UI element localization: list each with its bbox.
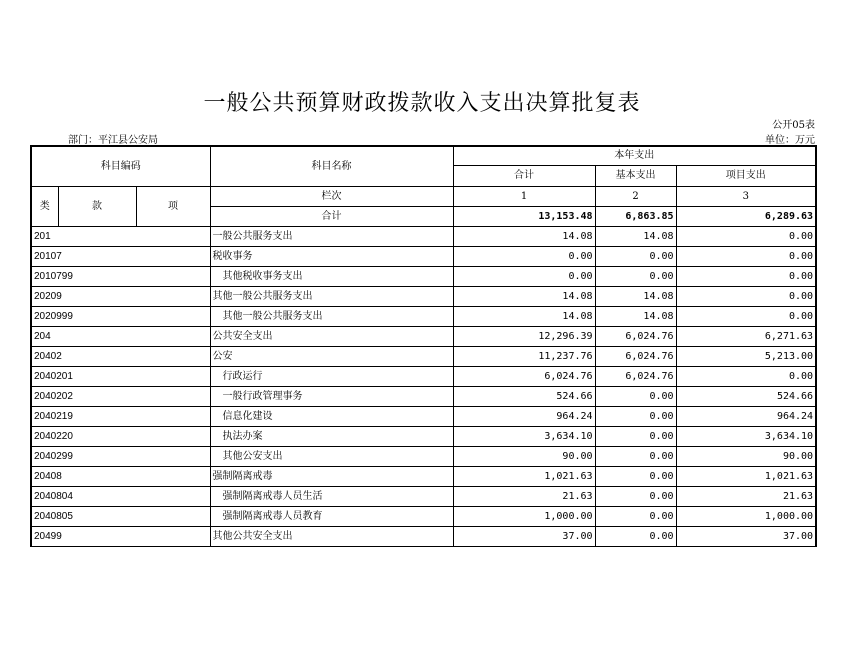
table-row bbox=[31, 427, 816, 447]
table-row bbox=[31, 267, 816, 287]
row-code: 2040805 bbox=[31, 507, 210, 527]
row-name: 强制隔离戒毒人员教育 bbox=[210, 507, 453, 527]
row-name: 强制隔离戒毒 bbox=[210, 467, 453, 487]
row-total: 21.63 bbox=[453, 487, 595, 507]
row-total: 0.00 bbox=[453, 267, 595, 287]
row-project: 524.66 bbox=[676, 387, 816, 407]
row-basic: 0.00 bbox=[595, 427, 676, 447]
row-basic: 0.00 bbox=[595, 447, 676, 467]
table-row bbox=[31, 487, 816, 507]
row-basic: 0.00 bbox=[595, 267, 676, 287]
row-basic: 0.00 bbox=[595, 507, 676, 527]
row-code: 204 bbox=[31, 327, 210, 347]
header-expend-group: 本年支出 bbox=[453, 146, 816, 166]
row-total: 0.00 bbox=[453, 247, 595, 267]
row-total: 3,634.10 bbox=[453, 427, 595, 447]
row-project: 0.00 bbox=[676, 307, 816, 327]
row-project: 90.00 bbox=[676, 447, 816, 467]
row-project: 0.00 bbox=[676, 267, 816, 287]
table-row bbox=[31, 467, 816, 487]
table-row bbox=[31, 347, 816, 367]
row-basic: 0.00 bbox=[595, 487, 676, 507]
table-row bbox=[31, 507, 816, 527]
row-basic: 6,024.76 bbox=[595, 347, 676, 367]
row-project: 0.00 bbox=[676, 367, 816, 387]
row-project: 1,000.00 bbox=[676, 507, 816, 527]
row-total: 14.08 bbox=[453, 287, 595, 307]
row-code: 20209 bbox=[31, 287, 210, 307]
department-label: 部门：平江县公安局 bbox=[68, 135, 158, 146]
row-total: 6,024.76 bbox=[453, 367, 595, 387]
unit-label: 单位：万元 bbox=[765, 135, 815, 146]
row-name: 执法办案 bbox=[210, 427, 453, 447]
table-row bbox=[31, 287, 816, 307]
row-code: 2040299 bbox=[31, 447, 210, 467]
row-name: 其他公安支出 bbox=[210, 447, 453, 467]
row-name: 其他一般公共服务支出 bbox=[210, 287, 453, 307]
row-basic: 14.08 bbox=[595, 287, 676, 307]
row-name: 其他一般公共服务支出 bbox=[210, 307, 453, 327]
row-project: 0.00 bbox=[676, 247, 816, 267]
table-row bbox=[31, 527, 816, 547]
row-name: 其他税收事务支出 bbox=[210, 267, 453, 287]
row-project: 37.00 bbox=[676, 527, 816, 547]
row-basic: 6,024.76 bbox=[595, 327, 676, 347]
row-project: 6,271.63 bbox=[676, 327, 816, 347]
row-name: 行政运行 bbox=[210, 367, 453, 387]
row-code: 20402 bbox=[31, 347, 210, 367]
row-code: 2020999 bbox=[31, 307, 210, 327]
row-project: 3,634.10 bbox=[676, 427, 816, 447]
row-project: 1,021.63 bbox=[676, 467, 816, 487]
row-basic: 0.00 bbox=[595, 467, 676, 487]
row-basic: 14.08 bbox=[595, 307, 676, 327]
table-row bbox=[31, 247, 816, 267]
row-total: 1,000.00 bbox=[453, 507, 595, 527]
row-name: 其他公共安全支出 bbox=[210, 527, 453, 547]
row-code: 20408 bbox=[31, 467, 210, 487]
header-kuan: 款 bbox=[58, 187, 136, 227]
row-code: 2040201 bbox=[31, 367, 210, 387]
row-name: 公安 bbox=[210, 347, 453, 367]
lanci-2: 2 bbox=[595, 187, 676, 207]
header-xiang: 项 bbox=[136, 187, 210, 227]
row-name: 信息化建设 bbox=[210, 407, 453, 427]
row-name: 强制隔离戒毒人员生活 bbox=[210, 487, 453, 507]
row-code: 20107 bbox=[31, 247, 210, 267]
header-name: 科目名称 bbox=[210, 146, 453, 187]
row-project: 21.63 bbox=[676, 487, 816, 507]
header-basic: 基本支出 bbox=[595, 166, 676, 187]
header-code-group: 科目编码 bbox=[31, 146, 210, 187]
row-total: 524.66 bbox=[453, 387, 595, 407]
row-code: 2040202 bbox=[31, 387, 210, 407]
row-total: 90.00 bbox=[453, 447, 595, 467]
sum-project: 6,289.63 bbox=[676, 207, 816, 227]
row-code: 2040220 bbox=[31, 427, 210, 447]
header-lei: 类 bbox=[31, 187, 58, 227]
row-name: 税收事务 bbox=[210, 247, 453, 267]
table-row bbox=[31, 327, 816, 347]
row-code: 2040219 bbox=[31, 407, 210, 427]
row-project: 5,213.00 bbox=[676, 347, 816, 367]
table-row bbox=[31, 227, 816, 247]
row-code: 201 bbox=[31, 227, 210, 247]
row-code: 2010799 bbox=[31, 267, 210, 287]
row-total: 14.08 bbox=[453, 307, 595, 327]
budget-table bbox=[30, 145, 817, 547]
table-row bbox=[31, 367, 816, 387]
row-total: 12,296.39 bbox=[453, 327, 595, 347]
table-row bbox=[31, 407, 816, 427]
sum-basic: 6,863.85 bbox=[595, 207, 676, 227]
table-row bbox=[31, 387, 816, 407]
sum-label: 合计 bbox=[210, 207, 453, 227]
lanci-3: 3 bbox=[676, 187, 816, 207]
row-total: 14.08 bbox=[453, 227, 595, 247]
row-basic: 0.00 bbox=[595, 247, 676, 267]
lanci-label: 栏次 bbox=[210, 187, 453, 207]
row-total: 37.00 bbox=[453, 527, 595, 547]
row-basic: 0.00 bbox=[595, 387, 676, 407]
table-row bbox=[31, 307, 816, 327]
row-project: 0.00 bbox=[676, 287, 816, 307]
header-project: 项目支出 bbox=[676, 166, 816, 187]
lanci-1: 1 bbox=[453, 187, 595, 207]
row-total: 964.24 bbox=[453, 407, 595, 427]
row-basic: 0.00 bbox=[595, 407, 676, 427]
form-number: 公开05表 bbox=[772, 120, 815, 131]
row-code: 2040804 bbox=[31, 487, 210, 507]
row-project: 964.24 bbox=[676, 407, 816, 427]
row-project: 0.00 bbox=[676, 227, 816, 247]
sum-total: 13,153.48 bbox=[453, 207, 595, 227]
header-total: 合计 bbox=[453, 166, 595, 187]
row-total: 1,021.63 bbox=[453, 467, 595, 487]
row-total: 11,237.76 bbox=[453, 347, 595, 367]
row-code: 20499 bbox=[31, 527, 210, 547]
table-row bbox=[31, 447, 816, 467]
row-name: 一般公共服务支出 bbox=[210, 227, 453, 247]
report-title: 一般公共预算财政拨款收入支出决算批复表 bbox=[203, 91, 641, 116]
row-name: 一般行政管理事务 bbox=[210, 387, 453, 407]
row-basic: 6,024.76 bbox=[595, 367, 676, 387]
row-name: 公共安全支出 bbox=[210, 327, 453, 347]
row-basic: 0.00 bbox=[595, 527, 676, 547]
row-basic: 14.08 bbox=[595, 227, 676, 247]
